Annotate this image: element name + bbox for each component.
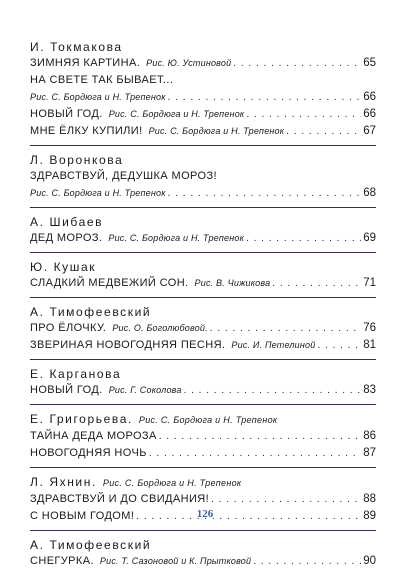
- entry-illustrator: Рис. В. Чижикова: [194, 278, 271, 288]
- author-name: Л. Воронкова: [30, 153, 124, 167]
- author-name: Ю. Кушак: [30, 260, 97, 274]
- toc-entry[interactable]: [30, 382, 376, 399]
- toc-section: [30, 366, 376, 405]
- author-line: [30, 366, 376, 382]
- dot-leader: [253, 553, 361, 570]
- entry-title: С НОВЫМ ГОДОМ!: [30, 510, 135, 522]
- entry-page-number: 65: [363, 57, 376, 69]
- entry-page-number: 88: [363, 493, 376, 505]
- toc-entry[interactable]: [30, 428, 376, 445]
- author-line: [30, 411, 376, 428]
- entry-title: ТАЙНА ДЕДА МОРОЗА: [30, 430, 157, 442]
- entry-title: ДЕД МОРОЗ.: [30, 232, 103, 244]
- toc-section: [30, 214, 376, 253]
- entry-illustrator: Рис. С. Бордюга и Н. Трепенок: [148, 126, 285, 136]
- author-line: [30, 304, 376, 320]
- dot-leader: [184, 382, 362, 399]
- toc-entry[interactable]: [30, 185, 376, 202]
- entry-title: ЗИМНЯЯ КАРТИНА.: [30, 57, 141, 69]
- dot-leader: [233, 55, 361, 72]
- entry-illustrator: Рис. О. Боголюбовой.: [112, 323, 208, 333]
- entry-page-number: 86: [363, 430, 376, 442]
- toc-entry[interactable]: [30, 55, 376, 72]
- toc-section: [30, 537, 376, 575]
- author-line: [30, 474, 376, 491]
- toc-entry[interactable]: [30, 168, 376, 185]
- entry-illustrator: Рис. С. Бордюга и Н. Трепенок: [30, 92, 166, 102]
- dot-leader: [168, 89, 362, 106]
- entry-title: НА СВЕТЕ ТАК БЫВАЕТ...: [30, 74, 174, 86]
- author-name: А. Тимофеевский: [30, 305, 152, 319]
- entry-illustrator: Рис. И. Петелиной: [231, 340, 316, 350]
- dot-leader: [210, 320, 361, 337]
- toc-entry[interactable]: [30, 320, 376, 337]
- page-number: 126: [196, 508, 214, 520]
- entry-page-number: 71: [363, 277, 376, 289]
- entry-title: МНЕ ЁЛКУ КУПИЛИ!: [30, 125, 143, 137]
- toc-entry[interactable]: [30, 123, 376, 140]
- toc-entry[interactable]: [30, 275, 376, 292]
- author-name: Л. Яхнин.: [30, 475, 97, 489]
- entry-title: НОВЫЙ ГОД.: [30, 108, 103, 120]
- entry-illustrator: Рис. Г. Соколова: [108, 385, 182, 395]
- toc-entry[interactable]: [30, 89, 376, 106]
- dot-leader: [272, 275, 361, 292]
- entry-title: СНЕГУРКА.: [30, 555, 94, 567]
- entry-illustrator: Рис. С. Бордюга и Н. Трепенок: [108, 109, 245, 119]
- entry-page-number: 83: [363, 384, 376, 396]
- dot-leader: [211, 491, 361, 508]
- entry-title: НОВОГОДНЯЯ НОЧЬ: [30, 447, 147, 459]
- author-line: [30, 39, 376, 55]
- entry-page-number: 87: [363, 447, 376, 459]
- toc-entry[interactable]: [30, 337, 376, 354]
- dot-leader: [149, 445, 361, 462]
- author-line: [30, 152, 376, 168]
- entry-illustrator: Рис. С. Бордюга и Н. Трепенок: [108, 233, 245, 243]
- entry-page-number: 66: [363, 91, 376, 103]
- entry-title: ЗДРАВСТВУЙ, ДЕДУШКА МОРОЗ!: [30, 170, 217, 182]
- author-illustrator: Рис. С. Бордюга и Н. Трепенок: [102, 478, 242, 488]
- entry-page-number: 69: [363, 232, 376, 244]
- entry-title: СЛАДКИЙ МЕДВЕЖИЙ СОН.: [30, 277, 189, 289]
- author-name: А. Шибаев: [30, 215, 104, 229]
- dot-leader: [168, 185, 362, 202]
- entry-page-number: 68: [363, 187, 376, 199]
- author-line: [30, 214, 376, 230]
- author-illustrator: Рис. С. Бордюга и Н. Трепенок: [138, 415, 278, 425]
- author-line: [30, 537, 376, 553]
- entry-page-number: 81: [363, 339, 376, 351]
- entry-page-number: 66: [363, 108, 376, 120]
- entry-illustrator: Рис. Ю. Устиновой: [146, 58, 232, 68]
- toc-entry[interactable]: [30, 230, 376, 247]
- entry-illustrator: Рис. С. Бордюга и Н. Трепенок: [30, 188, 166, 198]
- author-line: [30, 259, 376, 275]
- dot-leader: [246, 106, 361, 123]
- dot-leader: [246, 230, 361, 247]
- entry-title: ПРО ЁЛОЧКУ.: [30, 322, 107, 334]
- toc-entry[interactable]: [30, 553, 376, 570]
- table-of-contents: [30, 39, 376, 581]
- entry-page-number: 76: [363, 322, 376, 334]
- toc-section: [30, 259, 376, 298]
- entry-page-number: 67: [363, 125, 376, 137]
- entry-title: ЗДРАВСТВУЙ И ДО СВИДАНИЯ!: [30, 493, 210, 505]
- dot-leader: [159, 428, 361, 445]
- entry-title: ЗВЕРИНАЯ НОВОГОДНЯЯ ПЕСНЯ.: [30, 339, 226, 351]
- toc-entry[interactable]: [30, 445, 376, 462]
- toc-entry[interactable]: [30, 491, 376, 508]
- toc-section: [30, 304, 376, 360]
- entry-page-number: 89: [363, 510, 376, 522]
- entry-illustrator: Рис. Т. Сазоновой и К. Прытковой: [99, 556, 252, 566]
- toc-section: [30, 152, 376, 208]
- toc-entry[interactable]: [30, 106, 376, 123]
- toc-section: [30, 39, 376, 146]
- dot-leader: [317, 337, 361, 354]
- author-name: Е. Карганова: [30, 367, 122, 381]
- author-name: А. Тимофеевский: [30, 538, 152, 552]
- author-name: И. Токмакова: [30, 40, 123, 54]
- toc-section: [30, 411, 376, 468]
- dot-leader: [286, 123, 361, 140]
- author-name: Е. Григорьева.: [30, 412, 133, 426]
- entry-page-number: 90: [363, 555, 376, 567]
- toc-section: [30, 474, 376, 531]
- toc-entry[interactable]: [30, 72, 376, 89]
- entry-title: НОВЫЙ ГОД.: [30, 384, 103, 396]
